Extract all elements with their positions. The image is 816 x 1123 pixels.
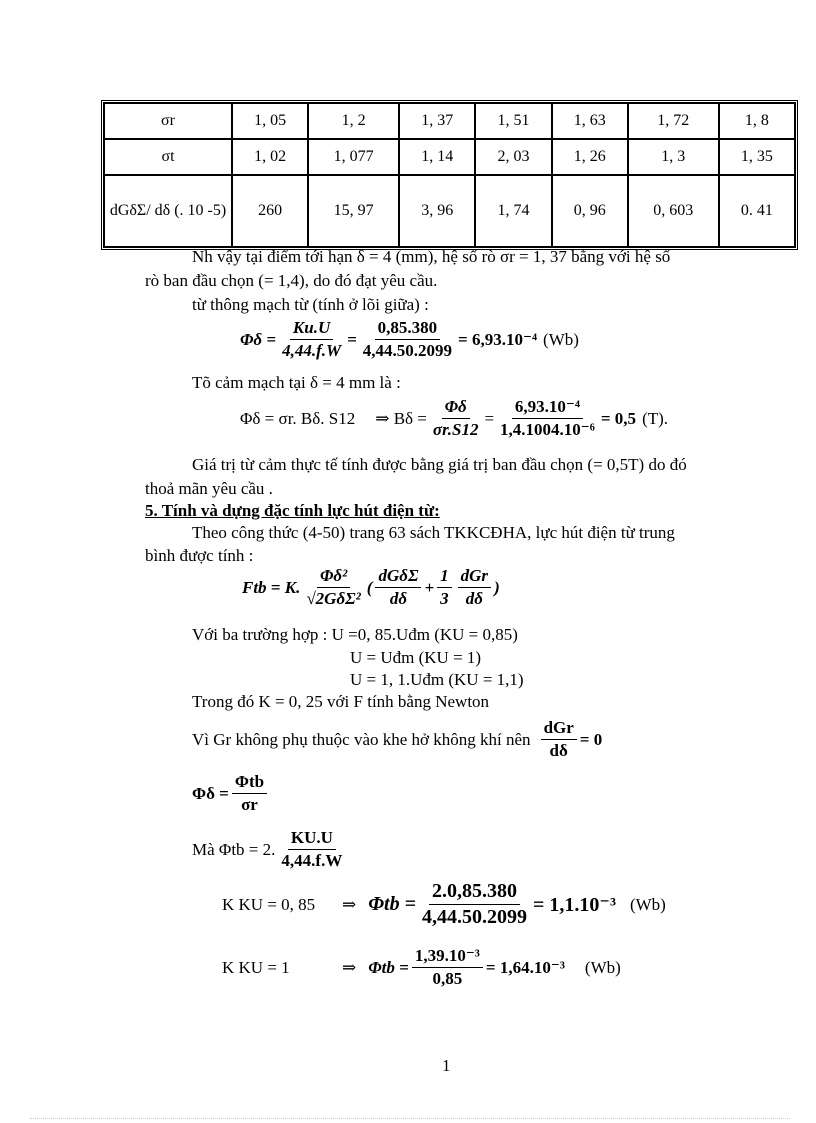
eq-term: Φtb =	[368, 957, 409, 977]
eq-fraction	[430, 397, 482, 440]
eq-unit: (T).	[642, 408, 669, 428]
eq-fraction	[458, 566, 491, 609]
table-cell: 1, 077	[308, 139, 399, 175]
eq-term: dδ	[465, 589, 483, 608]
paragraph-line: bình được tính :	[145, 546, 254, 565]
row-label: σr	[104, 103, 232, 139]
flux-equation: Φδ = $\frac{Ku.U}{4,44.f.W}$ = $\frac{0,85.380}{4,44.50.2099}$ = 6,93.10⁻⁴ (Wb)	[240, 318, 579, 360]
table-cell: 1, 35	[719, 139, 795, 175]
footer-divider	[30, 1118, 790, 1119]
eq-term: Φδ =	[192, 783, 229, 803]
eq-fraction	[541, 718, 577, 761]
table-cell: 1, 63	[552, 103, 628, 139]
eq-fraction	[232, 772, 267, 815]
eq-term: = 0,5	[600, 408, 637, 428]
eq-term: dGr	[541, 718, 577, 740]
eq-unit: (Wb)	[629, 894, 666, 914]
page-number: 1	[442, 1056, 451, 1075]
eq-term: = 1,1.10⁻³	[532, 894, 616, 916]
eq-term: = 0	[579, 729, 603, 749]
eq-term: Mà Φtb = 2.	[192, 839, 276, 859]
paragraph-line: Tõ cảm mạch tại δ = 4 mm là :	[192, 373, 401, 392]
table-cell: 1, 26	[552, 139, 628, 175]
eq-term: )	[494, 577, 500, 597]
induction-equation: Φδ = σr. Bδ. S12 ⇒ Bδ = $\frac{\Phi\delta}{\sigma r.S12}$ = $\frac{\text{6,93.10⁻⁴}}{\text{1,4.1004.10⁻⁶}}$ = 0,5 (T).	[240, 397, 669, 439]
eq-term: √2GδΣ²	[306, 589, 361, 608]
eq-term: 4,44.50.2099	[421, 906, 527, 928]
eq-term: Ftb = K.	[242, 577, 301, 597]
table-cell: 1, 14	[399, 139, 475, 175]
table-cell: 1, 05	[232, 103, 308, 139]
eq-term: dGδΣ	[375, 566, 421, 588]
eq-fraction	[303, 566, 363, 609]
eq-term: σr	[241, 795, 258, 814]
eq-term: Φδ	[442, 397, 470, 419]
eq-term: (	[366, 577, 373, 597]
eq-term: 2.0,85.380	[429, 880, 520, 905]
eq-term: 0,85.380	[375, 318, 441, 340]
eq-term: Φδ²	[317, 566, 350, 588]
table-row	[104, 139, 795, 175]
eq-term: 1,4.1004.10⁻⁶	[500, 420, 595, 439]
paragraph-line: thoả mãn yêu cầu .	[145, 479, 273, 498]
eq-term: K KU = 1	[222, 957, 290, 977]
table-cell: 15, 97	[308, 175, 399, 247]
row-label: σt	[104, 139, 232, 175]
paragraph-line: Giá trị từ cảm thực tế tính được bằng giá trị ban đầu chọn (= 0,5T) do đó	[192, 455, 687, 474]
row-label: dGδΣ/ dδ (. 10 -5)	[104, 175, 232, 247]
eq-term: Vì Gr không phụ thuộc vào khe hở không khí nên	[192, 729, 531, 749]
eq-unit: (Wb)	[584, 957, 621, 977]
eq-term: 1	[437, 566, 452, 588]
paragraph-line: Theo công thức (4-50) trang 63 sách TKKCĐHA, lực hút điện từ trung	[192, 523, 675, 542]
eq-term: ⇒	[342, 957, 357, 977]
eq-term: ⇒	[342, 894, 357, 914]
eq-fraction	[419, 880, 530, 929]
table-cell: 0, 96	[552, 175, 628, 247]
eq-term: Φtb	[232, 772, 267, 794]
table-cell: 0, 603	[628, 175, 719, 247]
table-cell: 1, 37	[399, 103, 475, 139]
table-row	[104, 175, 795, 247]
eq-term: K KU = 0, 85	[222, 894, 316, 914]
table-cell: 1, 3	[628, 139, 719, 175]
section-heading: 5. Tính và dựng đặc tính lực hút điện từ:	[145, 501, 440, 520]
mean-flux-equation	[192, 828, 348, 871]
table-row	[104, 103, 795, 139]
eq-fraction	[437, 566, 452, 609]
table-cell: 0. 41	[719, 175, 795, 247]
eq-fraction	[412, 946, 483, 989]
paragraph-line: rò ban đầu chọn (= 1,4), do đó đạt yêu cầu.	[145, 271, 438, 290]
eq-term: ⇒ Bδ =	[375, 408, 427, 428]
eq-fraction	[375, 566, 421, 609]
eq-term: = 6,93.10⁻⁴	[458, 329, 538, 349]
eq-term: KU.U	[288, 828, 336, 850]
gr-line	[192, 718, 602, 761]
eq-term: dGr	[458, 566, 491, 588]
table-cell: 1, 2	[308, 103, 399, 139]
eq-term: 1,39.10⁻³	[412, 946, 483, 968]
table-cell: 1, 72	[628, 103, 719, 139]
table-cell: 3, 96	[399, 175, 475, 247]
eq-fraction	[497, 397, 598, 440]
eq-fraction	[360, 318, 455, 361]
force-equation	[242, 566, 500, 609]
eq-term: = 1,64.10⁻³	[485, 957, 565, 977]
eq-term: 6,93.10⁻⁴	[512, 397, 583, 419]
eq-term: Φtb =	[368, 893, 416, 915]
eq-fraction	[278, 828, 345, 871]
eq-term: 4,44.f.W	[281, 851, 343, 870]
coefficient-table	[101, 100, 798, 250]
eq-term: 0,85	[432, 969, 463, 988]
table-cell: 1, 51	[475, 103, 551, 139]
paragraph-line: Trong đó K = 0, 25 với F tính bằng Newton	[192, 692, 490, 711]
table-cell: 2, 03	[475, 139, 551, 175]
eq-term: Φδ = σr. Bδ. S12	[240, 408, 356, 428]
case-a-equation	[222, 880, 666, 929]
paragraph-line: Nh vậy tại điểm tới hạn δ = 4 (mm), hệ số rò σr = 1, 37 bằng với hệ số	[192, 247, 671, 266]
table-cell: 1, 74	[475, 175, 551, 247]
eq-fraction	[279, 318, 344, 361]
paragraph-line: từ thông mạch từ (tính ở lõi giữa) :	[192, 295, 429, 314]
eq-unit: (Wb)	[543, 329, 579, 349]
eq-term: Ku.U	[290, 318, 333, 340]
paragraph-line: U = Uđm (KU = 1)	[350, 648, 482, 667]
eq-term: 4,44.f.W	[282, 341, 342, 360]
eq-term: 3	[440, 589, 449, 608]
table-cell: 260	[232, 175, 308, 247]
table-cell: 1, 8	[719, 103, 795, 139]
flux-ratio-equation	[192, 772, 270, 815]
eq-term: 4,44.50.2099	[362, 341, 453, 360]
eq-term: dδ	[389, 589, 408, 608]
paragraph-line: Với ba trường hợp : U =0, 85.Uđm (KU = 0,85)	[192, 625, 518, 644]
eq-term: σr.S12	[432, 420, 479, 439]
paragraph-line: U = 1, 1.Uđm (KU = 1,1)	[350, 670, 524, 689]
eq-term: dδ	[549, 741, 568, 760]
table-cell: 1, 02	[232, 139, 308, 175]
eq-term: Φδ =	[240, 329, 277, 349]
eq-term: +	[424, 577, 435, 597]
case-b-equation	[222, 946, 621, 989]
